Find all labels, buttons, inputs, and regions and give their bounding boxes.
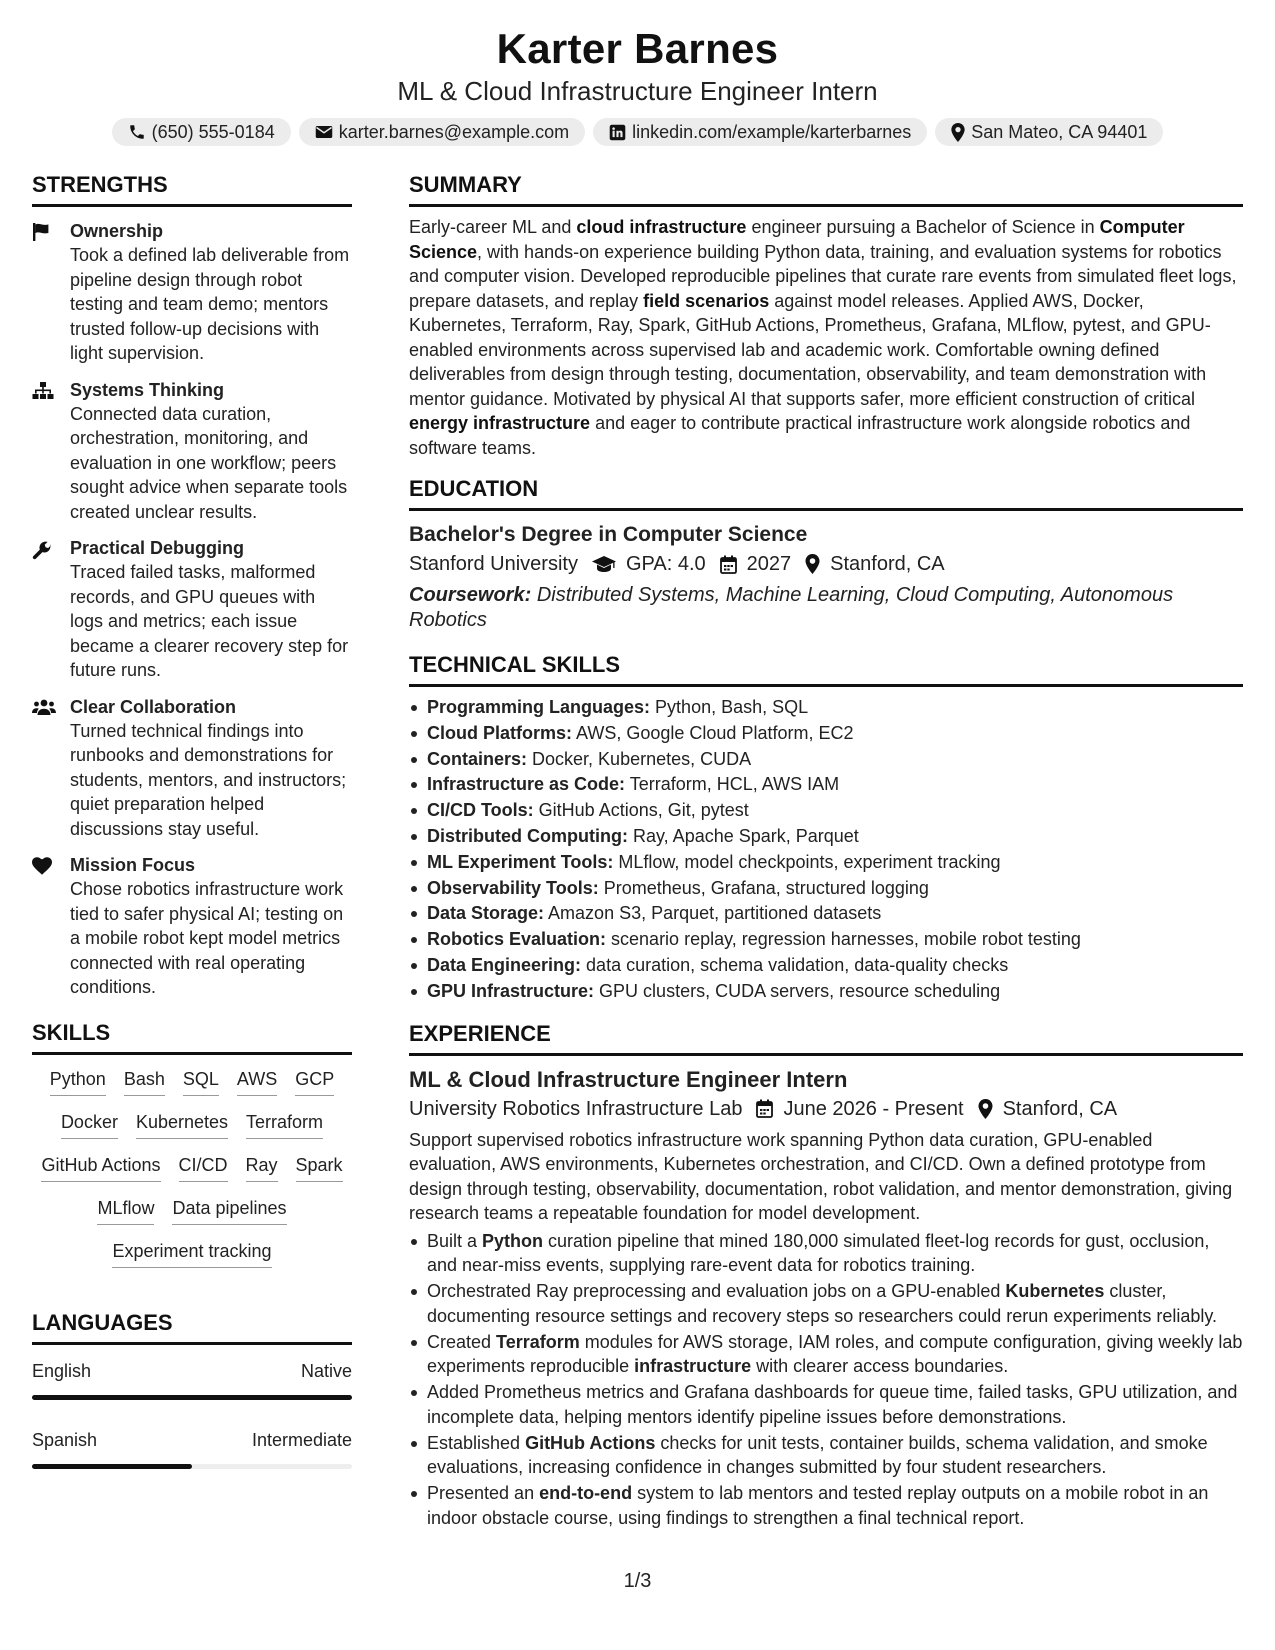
wrench-icon xyxy=(32,536,70,683)
degree-title: Bachelor's Degree in Computer Science xyxy=(409,523,808,546)
skill-tag: Bash xyxy=(124,1067,165,1096)
skill-category: Containers: xyxy=(427,748,528,769)
text-run: Early-career ML and xyxy=(409,217,577,237)
strength-title: Clear Collaboration xyxy=(70,696,237,717)
text-run: Created xyxy=(427,1331,497,1352)
text-run: Presented an xyxy=(427,1483,540,1504)
list-item xyxy=(409,1330,1243,1379)
page-number: 1/3 xyxy=(623,1570,652,1592)
bold-phrase: Kubernetes xyxy=(1005,1281,1105,1302)
skills-tag-list xyxy=(32,1067,352,1268)
text-run: cluster, documenting resource settings and recovery steps so researchers could rerun experiments reliably. xyxy=(427,1281,1218,1326)
email-text: karter.barnes@example.com xyxy=(338,121,570,142)
list-item xyxy=(409,824,1243,850)
bold-phrase: field scenarios xyxy=(643,290,770,311)
list-item xyxy=(409,798,1243,824)
employer-name: University Robotics Infrastructure Lab xyxy=(409,1097,743,1120)
skill-values: GPU clusters, CUDA servers, resource scheduling xyxy=(599,980,1001,1001)
list-item xyxy=(409,953,1243,979)
text-run: and eager to contribute practical infrastructure work alongside robotics and software teams. xyxy=(409,413,1191,458)
bold-phrase: Computer Science xyxy=(409,217,1185,262)
text-run: checks for unit tests, container builds, schema validation, and smoke evaluations, increasing confidence in changes submitted by four student researchers. xyxy=(427,1432,1208,1478)
list-item xyxy=(409,1380,1243,1429)
users-icon xyxy=(32,695,70,842)
language-item xyxy=(32,1359,352,1400)
strength-title: Mission Focus xyxy=(70,855,196,875)
strength-item xyxy=(32,536,352,683)
skill-values: Docker, Kubernetes, CUDA xyxy=(532,748,752,769)
bold-phrase: end-to-end xyxy=(539,1483,633,1504)
list-item xyxy=(409,927,1243,953)
skill-category: CI/CD Tools: xyxy=(427,800,534,821)
bold-phrase: Python xyxy=(482,1230,544,1251)
linkedin-icon xyxy=(609,124,626,141)
list-item xyxy=(409,721,1243,747)
list-item xyxy=(409,876,1243,902)
experience-section xyxy=(409,1019,1243,1531)
strengths-section xyxy=(32,170,352,1000)
strength-item xyxy=(32,695,352,842)
list-item xyxy=(409,850,1243,876)
email-chip[interactable] xyxy=(299,118,585,146)
job-meta xyxy=(409,1094,1243,1124)
technical-skills-heading: TECHNICAL SKILLS xyxy=(409,650,1243,687)
education-heading: EDUCATION xyxy=(409,474,1243,511)
candidate-title: ML & Cloud Infrastructure Engineer Intern xyxy=(397,76,878,106)
skill-values: data curation, schema validation, data-quality checks xyxy=(586,954,1009,975)
strength-title: Ownership xyxy=(70,221,164,241)
text-run: system to lab mentors and tested replay outputs on a mobile robot in an indoor obstacle course, using findings to strengthen a final technical report. xyxy=(427,1483,1209,1528)
calendar-icon xyxy=(756,1099,773,1118)
resume-header xyxy=(0,22,1275,146)
list-item xyxy=(409,747,1243,773)
strength-description: Chose robotics infrastructure work tied to safer physical AI; testing on a mobile robot kept model metrics connected with real operating conditions. xyxy=(70,879,344,997)
job-location: Stanford, CA xyxy=(1002,1097,1118,1120)
phone-text: (650) 555-0184 xyxy=(151,121,275,142)
contact-bar xyxy=(0,118,1275,146)
bold-phrase: cloud infrastructure xyxy=(576,217,747,237)
school-name: Stanford University xyxy=(409,553,578,575)
phone-icon xyxy=(128,123,146,141)
skill-category: Robotics Evaluation: xyxy=(427,929,607,950)
map-pin-icon xyxy=(805,554,820,574)
map-pin-icon xyxy=(978,1099,993,1119)
skill-tag: CI/CD xyxy=(179,1153,228,1182)
technical-skills-section xyxy=(409,650,1243,1005)
skill-tag: GCP xyxy=(295,1067,334,1096)
text-run: against model releases. Applied AWS, Docker, Kubernetes, Terraform, Ray, Spark, GitHub Actions, Prometheus, Grafana, MLflow, pytest, and GPU-enabled environments across supervised lab and academic work. Comfortable owning defined deliverables from design through testing, documentation, observability, and team demonstration with mentor guidance. Motivated by physical AI that supports safer, more efficient construction of critical xyxy=(409,290,1211,409)
coursework xyxy=(409,583,1243,632)
skill-category: Data Storage: xyxy=(427,903,545,924)
skill-values: Python, Bash, SQL xyxy=(655,697,809,717)
text-run: Established xyxy=(427,1432,526,1453)
summary-text xyxy=(409,215,1243,460)
skill-category: Distributed Computing: xyxy=(427,825,628,846)
skill-values: GitHub Actions, Git, pytest xyxy=(538,800,749,821)
skill-tag: AWS xyxy=(237,1067,277,1096)
sitemap-icon xyxy=(32,378,70,525)
summary-heading: SUMMARY xyxy=(409,170,1243,207)
skill-tag: SQL xyxy=(183,1067,219,1096)
candidate-name: Karter Barnes xyxy=(496,25,779,72)
language-proficiency-fill xyxy=(32,1464,192,1469)
calendar-icon xyxy=(720,555,737,574)
language-proficiency-bar xyxy=(32,1395,352,1400)
strength-description: Traced failed tasks, malformed records, and GPU queues with logs and metrics; each issue became a clearer recovery step for future runs. xyxy=(70,562,349,680)
list-item xyxy=(409,1431,1243,1480)
language-item xyxy=(32,1428,352,1469)
gpa-text: GPA: 4.0 xyxy=(625,553,706,575)
skill-tag: Ray xyxy=(246,1153,278,1182)
phone-chip[interactable] xyxy=(112,118,291,146)
strength-item xyxy=(32,853,352,1000)
text-run: curation pipeline that mined 180,000 simulated fleet-log records for gust, occlusion, and near-miss events, supplying rare-event data for robotics training. xyxy=(427,1230,1210,1276)
bold-phrase: Terraform xyxy=(496,1331,580,1352)
map-pin-icon xyxy=(951,123,965,142)
experience-heading: EXPERIENCE xyxy=(409,1019,1243,1056)
list-item xyxy=(409,901,1243,927)
list-item xyxy=(409,772,1243,798)
skill-category: Observability Tools: xyxy=(427,877,599,898)
graduation-cap-icon xyxy=(592,555,616,573)
skill-values: Terraform, HCL, AWS IAM xyxy=(629,774,840,795)
bold-phrase: infrastructure xyxy=(634,1356,752,1377)
list-item xyxy=(409,979,1243,1005)
text-run: Orchestrated Ray preprocessing and evaluation jobs on a GPU-enabled xyxy=(427,1281,1006,1302)
skill-tag: Docker xyxy=(61,1110,118,1139)
strength-description: Took a defined lab deliverable from pipeline design through robot testing and team demo; mentors trusted follow-up decisions with light supervision. xyxy=(70,245,350,363)
technical-skills-list xyxy=(409,695,1243,1005)
language-name: Spanish xyxy=(32,1429,98,1450)
skill-values: MLflow, model checkpoints, experiment tracking xyxy=(618,851,1001,872)
list-item xyxy=(409,695,1243,721)
skill-tag: Kubernetes xyxy=(136,1110,228,1139)
coursework-list: Distributed Systems, Machine Learning, Cloud Computing, Autonomous Robotics xyxy=(409,584,1174,631)
linkedin-text: linkedin.com/example/karterbarnes xyxy=(632,121,912,142)
skill-values: scenario replay, regression harnesses, mobile robot testing xyxy=(611,929,1081,950)
language-level: Native xyxy=(300,1360,352,1381)
list-item xyxy=(409,1481,1243,1530)
language-proficiency-fill xyxy=(32,1395,352,1400)
languages-heading: LANGUAGES xyxy=(32,1308,352,1345)
text-run: with clearer access boundaries. xyxy=(751,1356,1009,1377)
skill-category: GPU Infrastructure: xyxy=(427,980,595,1001)
education-meta xyxy=(409,549,1243,579)
skill-category: Data Engineering: xyxy=(427,954,582,975)
job-description: Support supervised robotics infrastructure work spanning Python data curation, GPU-enabled evaluation, AWS environments, Kubernetes orchestration, and CI/CD. Own a defined prototype from design through testing, observability, documentation, robot validation, and mentor demonstration, giving research teams a repeatable foundation for model development. xyxy=(409,1129,1233,1224)
language-proficiency-bar xyxy=(32,1464,352,1469)
bold-phrase: GitHub Actions xyxy=(525,1432,656,1453)
skill-values: Prometheus, Grafana, structured logging xyxy=(603,877,929,898)
list-item xyxy=(409,1229,1243,1278)
skill-tag: Spark xyxy=(296,1153,343,1182)
summary-section xyxy=(409,170,1243,460)
text-run: Added Prometheus metrics and Grafana dashboards for queue time, failed tasks, GPU utilization, and incomplete data, helping mentors identify pipeline issues before demonstrations. xyxy=(427,1382,1238,1427)
job-dates: June 2026 - Present xyxy=(783,1097,964,1120)
left-column xyxy=(32,170,352,1469)
skill-values: AWS, Google Cloud Platform, EC2 xyxy=(576,722,854,743)
flag-icon xyxy=(32,219,70,366)
text-run: modules for AWS storage, IAM roles, and compute configuration, giving weekly lab experiments reproducible xyxy=(427,1331,1243,1377)
strength-title: Practical Debugging xyxy=(70,538,245,558)
skills-heading: SKILLS xyxy=(32,1018,352,1055)
graduation-year: 2027 xyxy=(746,553,792,575)
job-title: ML & Cloud Infrastructure Engineer Intern xyxy=(409,1066,848,1092)
languages-section xyxy=(32,1308,352,1469)
text-run: , with hands-on experience building Python data, training, and evaluation systems for robotics and computer vision. Developed reproducible pipelines that curate rare events from simulated fleet logs, prepare datasets, and replay xyxy=(409,241,1237,311)
skill-category: ML Experiment Tools: xyxy=(427,851,614,872)
envelope-icon xyxy=(315,124,333,140)
school-location: Stanford, CA xyxy=(830,553,945,575)
skill-values: Ray, Apache Spark, Parquet xyxy=(633,825,859,846)
right-column xyxy=(409,170,1243,1532)
strengths-heading: STRENGTHS xyxy=(32,170,352,207)
list-item xyxy=(409,1279,1243,1328)
strength-description: Connected data curation, orchestration, monitoring, and evaluation in one workflow; peers sought advice when separate tools created unclear results. xyxy=(70,403,348,522)
skill-category: Programming Languages: xyxy=(427,697,651,717)
skill-tag: Python xyxy=(50,1067,106,1096)
skill-tag: MLflow xyxy=(97,1196,154,1225)
skill-category: Infrastructure as Code: xyxy=(427,774,626,795)
location-chip[interactable] xyxy=(935,118,1163,146)
skill-category: Cloud Platforms: xyxy=(427,722,573,743)
linkedin-chip[interactable] xyxy=(593,118,927,146)
language-level: Intermediate xyxy=(251,1429,352,1450)
education-section xyxy=(409,474,1243,632)
coursework-label: Coursework: xyxy=(409,584,532,606)
language-name: English xyxy=(32,1360,92,1381)
heart-icon xyxy=(32,853,70,1000)
text-run: Built a xyxy=(427,1230,483,1251)
strength-description: Turned technical findings into runbooks and demonstrations for students, mentors, and instructors; quiet preparation helped discussions stay useful. xyxy=(70,720,347,839)
skill-tag: Data pipelines xyxy=(172,1196,286,1225)
strength-item xyxy=(32,378,352,525)
skills-section xyxy=(32,1018,352,1268)
bold-phrase: energy infrastructure xyxy=(409,413,591,433)
skill-tag: Experiment tracking xyxy=(112,1239,271,1268)
experience-bullets xyxy=(409,1229,1243,1531)
skill-tag: GitHub Actions xyxy=(41,1153,160,1182)
strength-title: Systems Thinking xyxy=(70,379,225,400)
skill-values: Amazon S3, Parquet, partitioned datasets xyxy=(548,903,882,924)
location-text: San Mateo, CA 94401 xyxy=(971,121,1148,142)
strength-item xyxy=(32,219,352,366)
skill-tag: Terraform xyxy=(246,1110,323,1139)
text-run: engineer pursuing a Bachelor of Science in xyxy=(746,217,1100,237)
